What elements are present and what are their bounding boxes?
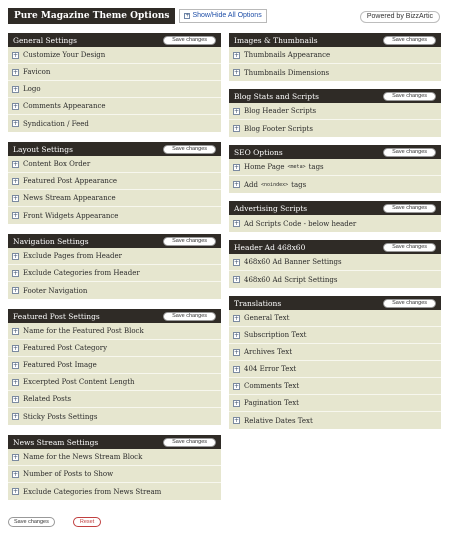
- expand-icon[interactable]: +: [234, 365, 240, 373]
- expand-icon[interactable]: +: [234, 107, 240, 115]
- section-header: [229, 240, 441, 254]
- section-title: Translations: [234, 298, 282, 308]
- section-body: [8, 449, 221, 500]
- expand-icon[interactable]: +: [234, 382, 240, 390]
- option-item[interactable]: [229, 310, 441, 327]
- section-title: News Stream Settings: [13, 437, 99, 447]
- section-featured-post-settings: [8, 309, 221, 425]
- right-column: [229, 33, 441, 437]
- option-label: Excerpted Post Content Length: [23, 378, 135, 386]
- option-item[interactable]: [8, 156, 221, 173]
- option-label: Customize Your Design: [23, 51, 106, 59]
- section-body: [8, 47, 221, 132]
- option-label: tags: [308, 163, 324, 171]
- option-item[interactable]: [229, 159, 441, 176]
- section-body: [8, 248, 221, 299]
- option-item[interactable]: [229, 215, 441, 232]
- expand-icon[interactable]: +: [234, 51, 240, 59]
- section-header: [229, 296, 441, 310]
- save-changes-button[interactable]: Save changes: [383, 204, 436, 213]
- powered-by-link[interactable]: Powered by BizzArtic: [360, 11, 440, 23]
- footer-actions: [8, 517, 101, 527]
- show-hide-all-button[interactable]: [179, 9, 266, 23]
- option-label: Favicon: [23, 68, 51, 76]
- option-item[interactable]: [8, 207, 221, 224]
- section-body: [229, 159, 441, 193]
- expand-icon[interactable]: +: [13, 344, 19, 352]
- expand-icon[interactable]: +: [234, 314, 240, 322]
- section-header: [8, 309, 221, 323]
- top-bar: [8, 8, 267, 24]
- section-header: [8, 142, 221, 156]
- left-column: [8, 33, 221, 510]
- section-body: [229, 215, 441, 232]
- option-label: Featured Post Category: [23, 344, 108, 352]
- option-label: Featured Post Appearance: [23, 177, 118, 185]
- expand-icon[interactable]: +: [234, 331, 240, 339]
- option-item[interactable]: [229, 271, 441, 288]
- option-label: Exclude Categories from Header: [23, 269, 140, 277]
- option-item[interactable]: [8, 115, 221, 132]
- section-header: [229, 33, 441, 47]
- section-news-stream-settings: [8, 435, 221, 500]
- option-label: Add: [244, 180, 259, 189]
- expand-icon[interactable]: +: [13, 287, 19, 294]
- expand-icon[interactable]: +: [13, 102, 19, 110]
- expand-icon[interactable]: +: [13, 85, 19, 93]
- save-changes-button[interactable]: Save changes: [163, 36, 216, 45]
- section-title: Header Ad 468x60: [234, 242, 306, 252]
- option-item[interactable]: [229, 47, 441, 64]
- section-title: Layout Settings: [13, 144, 73, 154]
- expand-icon[interactable]: +: [234, 348, 240, 356]
- option-item[interactable]: [8, 98, 221, 115]
- save-changes-button[interactable]: Save changes: [383, 92, 436, 101]
- section-header: [8, 435, 221, 449]
- expand-icon[interactable]: +: [234, 399, 240, 407]
- option-item[interactable]: [8, 190, 221, 207]
- save-changes-button[interactable]: Save changes: [383, 299, 436, 308]
- option-label: Name for the Featured Post Block: [23, 327, 144, 335]
- save-changes-button[interactable]: Save changes: [383, 148, 436, 157]
- option-label: Footer Navigation: [23, 286, 88, 295]
- save-changes-button[interactable]: Save changes: [383, 243, 436, 252]
- option-label: Subscription Text: [244, 331, 307, 339]
- expand-icon[interactable]: +: [13, 120, 19, 127]
- option-item[interactable]: [229, 103, 441, 120]
- option-label: Related Posts: [23, 395, 72, 403]
- option-item[interactable]: [229, 344, 441, 361]
- section-body: [229, 47, 441, 81]
- section-layout-settings: [8, 142, 221, 224]
- expand-icon[interactable]: +: [13, 68, 19, 76]
- option-item[interactable]: [8, 374, 221, 391]
- expand-icon[interactable]: +: [13, 51, 19, 59]
- section-advertising-scripts: [229, 201, 441, 232]
- option-item[interactable]: [8, 248, 221, 265]
- expand-icon[interactable]: +: [13, 488, 19, 495]
- option-label: Comments Text: [244, 382, 300, 390]
- option-item[interactable]: [8, 408, 221, 425]
- option-label: Content Box Order: [23, 160, 91, 168]
- section-translations: [229, 296, 441, 429]
- expand-icon[interactable]: +: [234, 163, 240, 171]
- section-body: [8, 156, 221, 224]
- expand-icon[interactable]: +: [13, 269, 19, 277]
- section-header: [229, 201, 441, 215]
- option-label: Blog Header Scripts: [244, 107, 317, 115]
- option-item[interactable]: [229, 412, 441, 429]
- expand-icon[interactable]: +: [234, 69, 240, 76]
- option-item[interactable]: [229, 254, 441, 271]
- section-navigation-settings: [8, 234, 221, 299]
- option-item[interactable]: [8, 282, 221, 299]
- option-label: Ad Scripts Code - below header: [244, 219, 357, 228]
- expand-icon[interactable]: +: [234, 125, 240, 132]
- save-changes-button[interactable]: Save changes: [163, 312, 216, 321]
- option-item[interactable]: [229, 395, 441, 412]
- expand-icon[interactable]: +: [13, 361, 19, 369]
- option-item[interactable]: [229, 64, 441, 81]
- html-tag-label: <meta>: [287, 164, 306, 170]
- option-item[interactable]: [8, 81, 221, 98]
- section-title: Blog Stats and Scripts: [234, 91, 319, 101]
- expand-icon[interactable]: +: [13, 177, 19, 185]
- option-label: Sticky Posts Settings: [23, 412, 98, 421]
- option-label: Archives Text: [244, 348, 293, 356]
- expand-icon[interactable]: +: [13, 194, 19, 202]
- expand-icon[interactable]: +: [234, 258, 240, 266]
- expand-icon[interactable]: +: [13, 252, 19, 260]
- option-item[interactable]: [8, 449, 221, 466]
- section-title: General Settings: [13, 35, 78, 45]
- option-label: Comments Appearance: [23, 102, 106, 110]
- option-label: Syndication / Feed: [23, 119, 89, 128]
- expand-icon[interactable]: +: [13, 470, 19, 478]
- expand-icon: +: [185, 13, 190, 19]
- option-item[interactable]: [8, 265, 221, 282]
- option-label: 468x60 Ad Banner Settings: [244, 258, 342, 266]
- option-item[interactable]: [8, 323, 221, 340]
- option-item[interactable]: [8, 483, 221, 500]
- option-item[interactable]: [229, 327, 441, 344]
- section-body: [229, 310, 441, 429]
- expand-icon[interactable]: +: [13, 212, 19, 219]
- section-header: [8, 234, 221, 248]
- option-item[interactable]: [8, 64, 221, 81]
- option-item[interactable]: [8, 391, 221, 408]
- expand-icon[interactable]: +: [234, 276, 240, 283]
- section-header: [229, 145, 441, 159]
- expand-icon[interactable]: +: [234, 220, 240, 227]
- option-item[interactable]: [8, 173, 221, 190]
- save-changes-button[interactable]: Save changes: [163, 237, 216, 246]
- section-seo-options: [229, 145, 441, 193]
- option-item[interactable]: [229, 361, 441, 378]
- option-item[interactable]: [8, 357, 221, 374]
- option-label: Pagination Text: [244, 399, 299, 407]
- section-title: Advertising Scripts: [234, 203, 308, 213]
- option-label: tags: [291, 180, 307, 189]
- expand-icon[interactable]: +: [13, 413, 19, 420]
- option-label: Featured Post Image: [23, 361, 97, 369]
- option-item[interactable]: [8, 466, 221, 483]
- option-label: News Stream Appearance: [23, 194, 116, 202]
- section-header: [229, 89, 441, 103]
- option-label: Thumbnails Dimensions: [244, 68, 330, 77]
- save-changes-button[interactable]: Save changes: [383, 36, 436, 45]
- reset-button[interactable]: Reset: [73, 517, 101, 527]
- html-tag-label: <noindex>: [261, 181, 289, 188]
- expand-icon[interactable]: +: [13, 395, 19, 403]
- expand-icon[interactable]: +: [13, 378, 19, 386]
- option-label: Name for the News Stream Block: [23, 453, 143, 461]
- option-item[interactable]: [229, 378, 441, 395]
- expand-icon[interactable]: +: [13, 327, 19, 335]
- option-item[interactable]: [8, 47, 221, 64]
- option-label: Front Widgets Appearance: [23, 211, 119, 220]
- expand-icon[interactable]: +: [234, 181, 240, 188]
- option-item[interactable]: [8, 340, 221, 357]
- section-body: [229, 103, 441, 137]
- expand-icon[interactable]: +: [13, 160, 19, 168]
- section-title: Images & Thumbnails: [234, 35, 318, 45]
- section-header-ad-468x60: [229, 240, 441, 288]
- option-item[interactable]: [229, 176, 441, 193]
- option-label: Relative Dates Text: [244, 416, 313, 425]
- section-body: [229, 254, 441, 288]
- option-label: 468x60 Ad Script Settings: [244, 275, 338, 284]
- expand-icon[interactable]: +: [13, 453, 19, 461]
- section-body: [8, 323, 221, 425]
- option-item[interactable]: [229, 120, 441, 137]
- option-label: General Text: [244, 314, 290, 322]
- option-label: 404 Error Text: [244, 365, 297, 373]
- section-general-settings: [8, 33, 221, 132]
- save-changes-button[interactable]: Save changes: [163, 438, 216, 447]
- expand-icon[interactable]: +: [234, 417, 240, 424]
- section-title: Navigation Settings: [13, 236, 89, 246]
- option-label: Logo: [23, 85, 41, 93]
- section-header: [8, 33, 221, 47]
- page-title: Pure Magazine Theme Options: [8, 8, 175, 24]
- save-changes-button[interactable]: Save changes: [163, 145, 216, 154]
- section-title: SEO Options: [234, 147, 283, 157]
- option-label: Exclude Categories from News Stream: [23, 487, 162, 496]
- save-all-button[interactable]: Save changes: [8, 517, 55, 527]
- section-blog-stats-and-scripts: [229, 89, 441, 137]
- option-label: Number of Posts to Show: [23, 470, 114, 478]
- option-label: Home Page: [244, 163, 285, 171]
- option-label: Blog Footer Scripts: [244, 124, 313, 133]
- option-label: Exclude Pages from Header: [23, 252, 122, 260]
- section-title: Featured Post Settings: [13, 311, 100, 321]
- show-hide-all-label: Show/Hide All Options: [192, 12, 262, 19]
- option-label: Thumbnails Appearance: [244, 51, 331, 59]
- section-images-thumbnails: [229, 33, 441, 81]
